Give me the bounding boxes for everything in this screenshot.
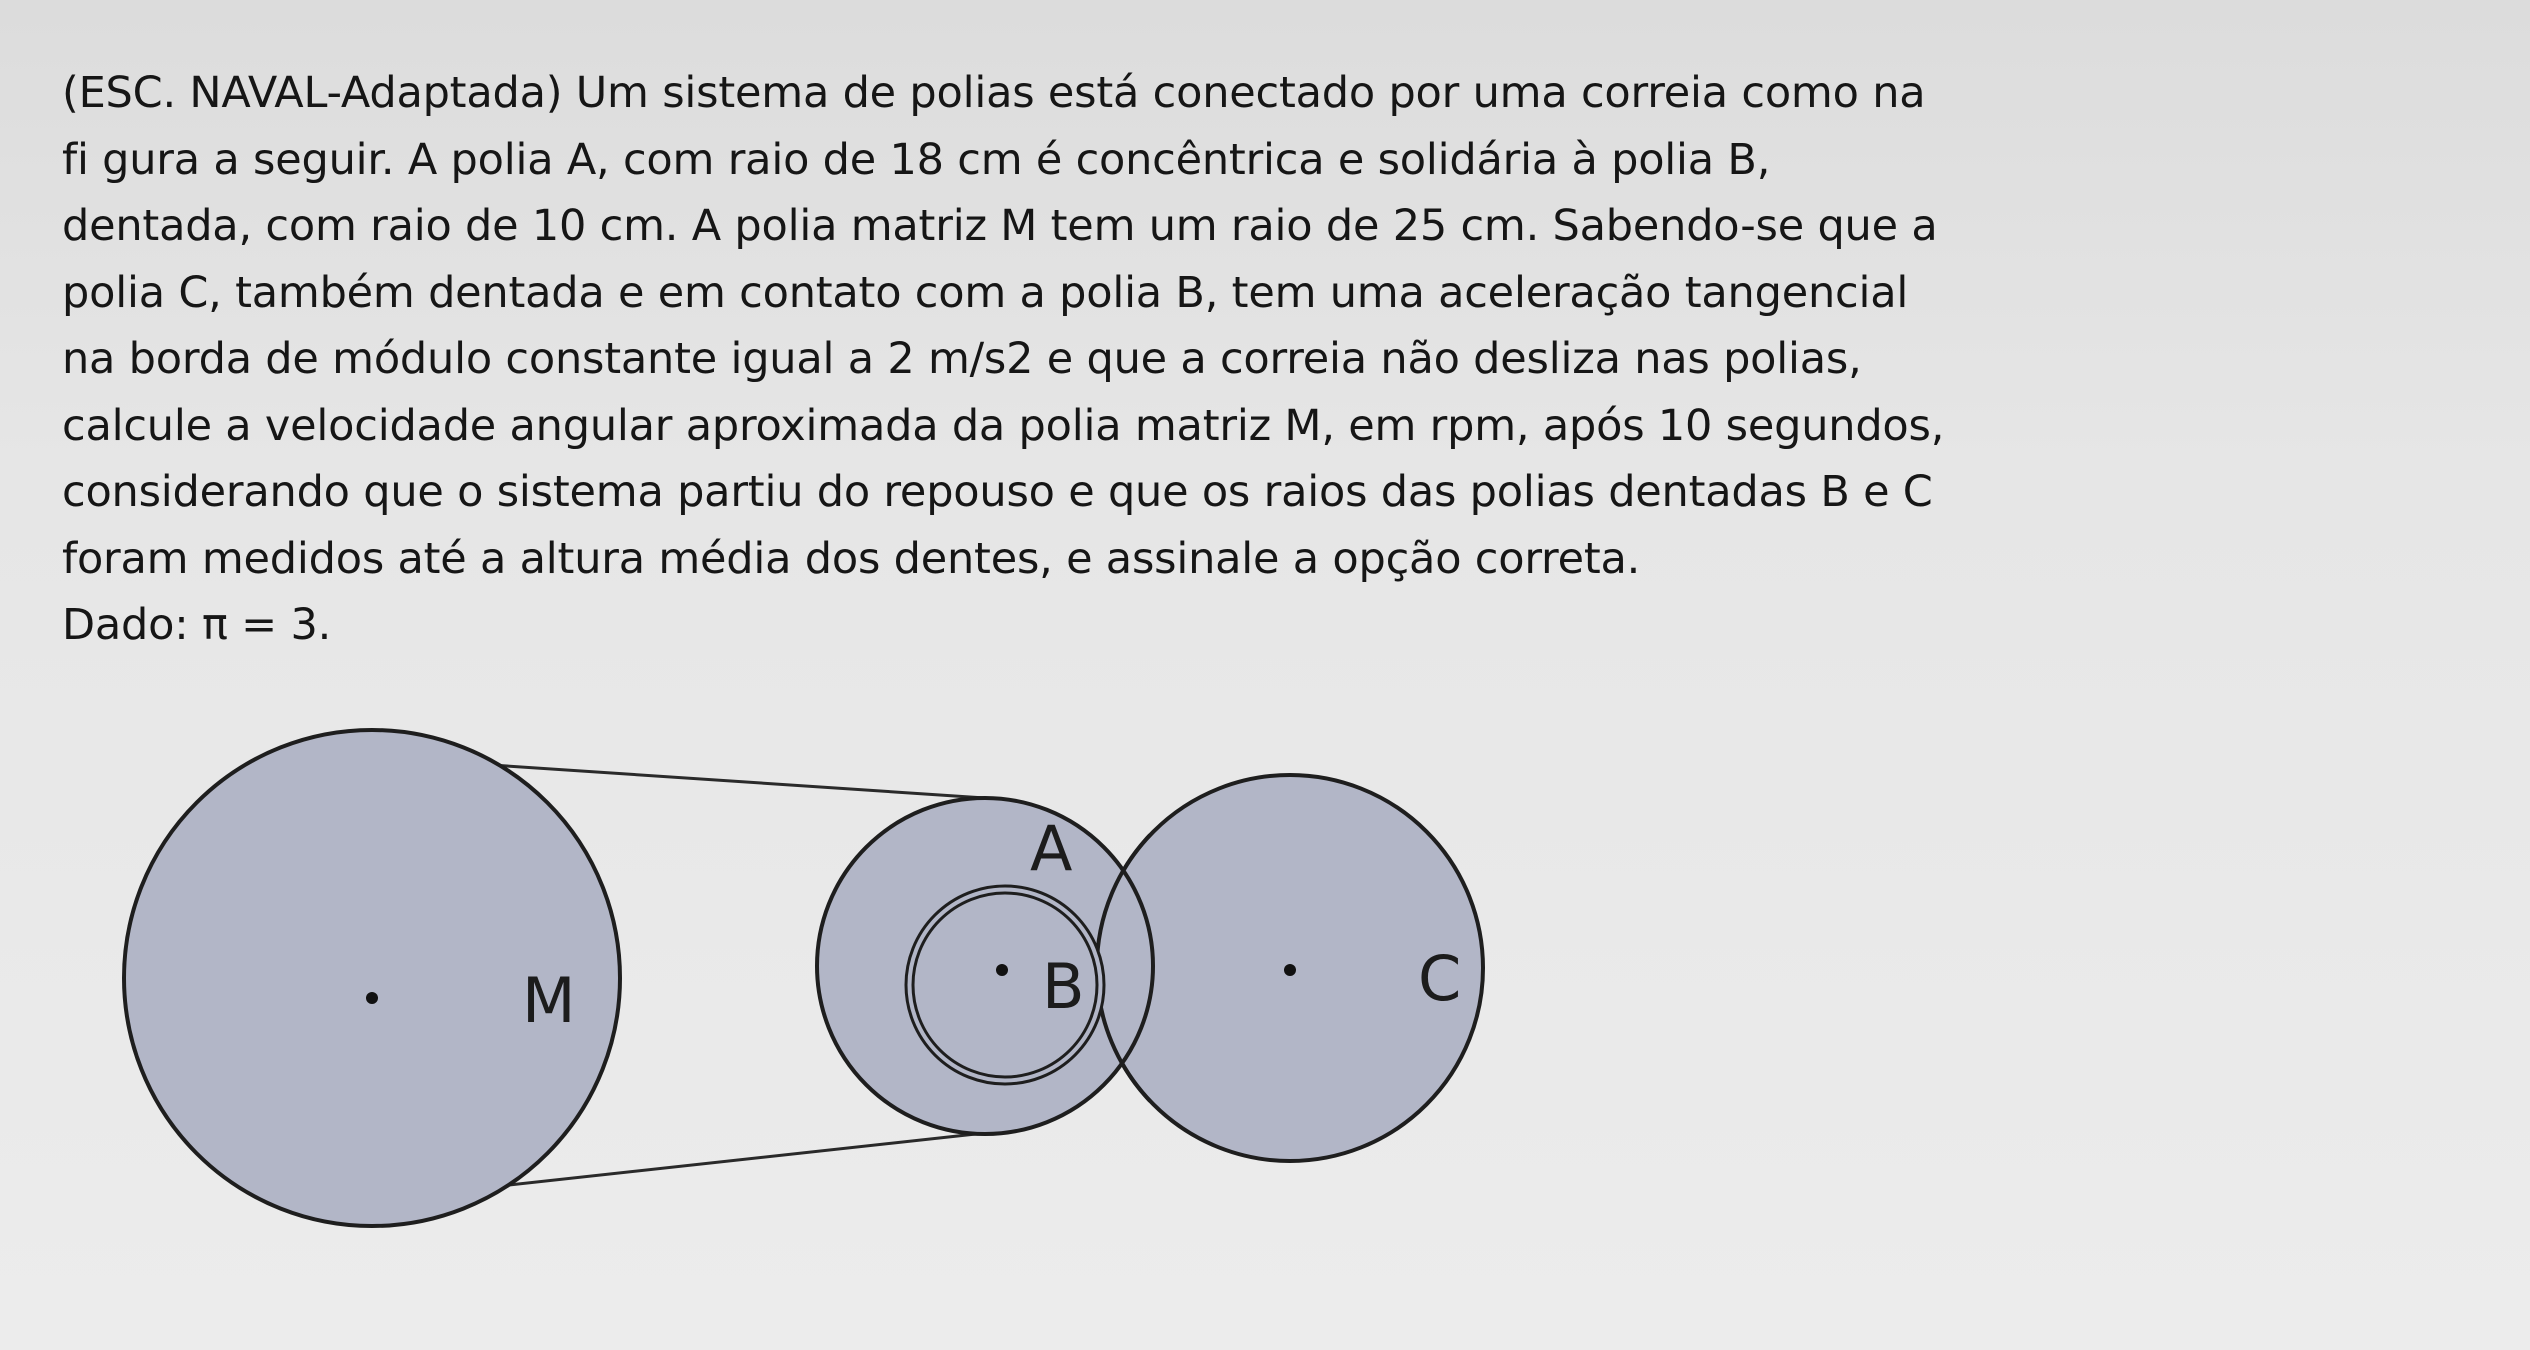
pulley-ab-center [996,964,1008,976]
problem-line: foram medidos até a altura média dos dentes, e assinale a opção correta. [62,533,1641,584]
problem-line: polia C, também dentada e em contato com a polia B, tem uma aceleração tangencial [62,267,1909,318]
problem-line: fi gura a seguir. A polia A, com raio de 18 cm é concêntrica e solidária à polia B, [62,134,1771,185]
problem-line: Dado: π = 3. [62,600,332,650]
pulley-c-center [1284,964,1296,976]
problem-line: na borda de módulo constante igual a 2 m/s2 e que a correia não desliza nas polias, [62,334,1862,384]
problem-line: dentada, com raio de 10 cm. A polia matriz M tem um raio de 25 cm. Sabendo-se que a [62,201,1938,251]
problem-line: (ESC. NAVAL-Adaptada) Um sistema de polias está conectado por uma correia como na [62,68,1926,118]
label-a: A [1030,812,1073,885]
label-m: M [522,964,576,1037]
pulley-m-center [366,992,378,1004]
label-c: C [1418,942,1462,1015]
problem-line: considerando que o sistema partiu do repouso e que os raios das polias dentadas B e C [62,467,1933,517]
problem-line: calcule a velocidade angular aproximada da polia matriz M, em rpm, após 10 segundos, [62,400,1945,451]
label-b: B [1042,950,1085,1023]
